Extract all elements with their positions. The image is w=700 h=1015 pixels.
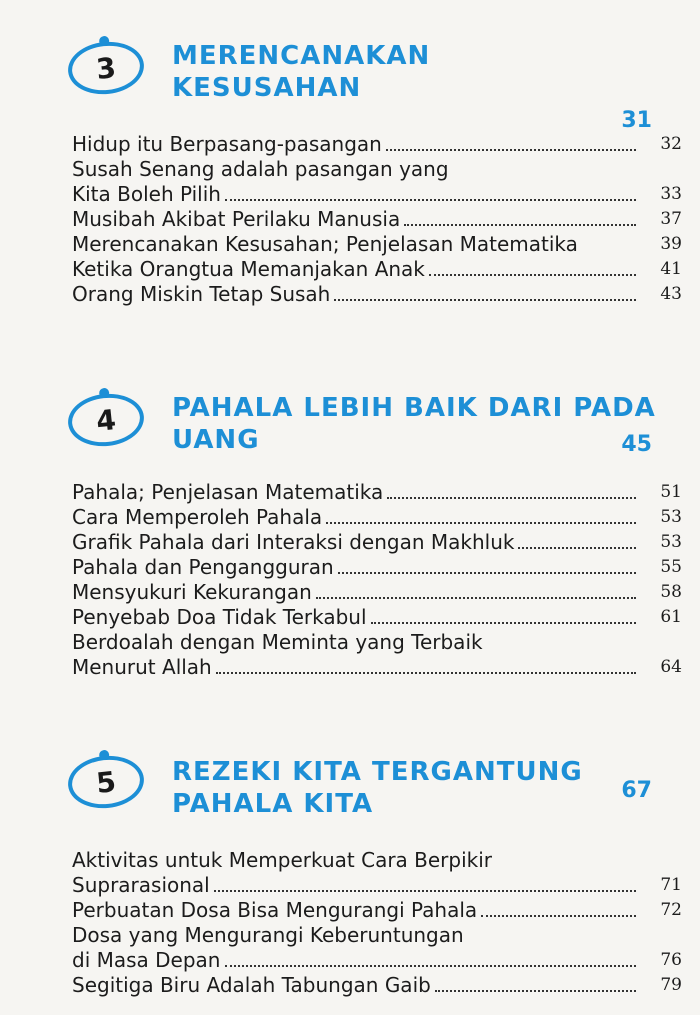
toc-entry[interactable] — [72, 605, 682, 630]
entry-title: Penyebab Doa Tidak Terkabul — [72, 605, 367, 629]
entry-page: 39 — [660, 234, 682, 254]
entry-title-line: Berdoalah dengan Meminta yang Terbaik — [72, 630, 483, 654]
dot-leader — [429, 274, 636, 276]
toc-entry[interactable] — [72, 257, 682, 282]
chapter-4 — [0, 370, 700, 679]
entry-page: 64 — [660, 657, 682, 677]
dot-leader — [387, 497, 636, 499]
entry-title: Hidup itu Berpasang-pasangan — [72, 132, 382, 156]
entry-title: Orang Miskin Tetap Susah — [72, 282, 331, 306]
dot-leader — [386, 149, 636, 151]
entry-page: 72 — [660, 900, 682, 920]
dot-leader — [334, 299, 636, 301]
entry-title-line: Dosa yang Mengurangi Keberuntungan — [72, 923, 464, 947]
chapter-title-line: KESUSAHAN — [172, 73, 362, 103]
entry-page: 53 — [660, 507, 682, 527]
chapter-number: 3 — [94, 50, 118, 86]
chapter-number: 4 — [94, 402, 118, 438]
chapter-page: 45 — [621, 432, 652, 457]
dot-leader — [225, 199, 636, 201]
toc-entry[interactable] — [72, 530, 682, 555]
toc-entries — [72, 132, 682, 307]
entry-page: 41 — [660, 259, 682, 279]
dot-leader — [518, 547, 636, 549]
toc-entry[interactable] — [72, 132, 682, 157]
dot-leader — [371, 622, 636, 624]
entry-page: 32 — [660, 134, 682, 154]
toc-entry[interactable] — [72, 923, 682, 973]
chapter-title-line: UANG — [172, 425, 260, 455]
toc-entry[interactable] — [72, 555, 682, 580]
chapter-header — [0, 742, 700, 852]
toc-entry[interactable] — [72, 207, 682, 232]
entry-page: 71 — [660, 875, 682, 895]
toc-entry[interactable] — [72, 232, 682, 257]
dot-leader — [214, 890, 636, 892]
entry-title: Pahala; Penjelasan Matematika — [72, 480, 384, 504]
chapter-number: 5 — [94, 764, 118, 800]
entry-page: 76 — [660, 950, 682, 970]
toc-entries — [72, 480, 682, 680]
toc-entry[interactable] — [72, 282, 682, 307]
chapter-3 — [0, 20, 700, 306]
chapter-title-line: PAHALA KITA — [172, 789, 374, 819]
entry-title: Segitiga Biru Adalah Tabungan Gaib — [72, 973, 431, 997]
toc-entry[interactable] — [72, 480, 682, 505]
chapter-page: 31 — [621, 108, 652, 133]
dot-leader — [216, 672, 636, 674]
chapter-header — [0, 20, 700, 133]
chapter-title[interactable] — [172, 756, 583, 820]
toc-entry[interactable] — [72, 505, 682, 530]
chapter-page: 67 — [621, 778, 652, 803]
entry-title-line: Suprarasional — [72, 873, 210, 897]
toc-entry[interactable] — [72, 157, 682, 207]
entry-title: Cara Memperoleh Pahala — [72, 505, 323, 529]
entry-title: Ketika Orangtua Memanjakan Anak — [72, 257, 425, 281]
chapter-title-line: MERENCANAKAN — [172, 41, 431, 71]
toc-entry[interactable] — [72, 580, 682, 605]
entry-title: Pahala dan Pengangguran — [72, 555, 334, 579]
entry-title-line: di Masa Depan — [72, 948, 221, 972]
entry-page: 33 — [660, 184, 682, 204]
dot-leader — [326, 522, 636, 524]
toc-entries — [72, 848, 682, 998]
chapter-title[interactable] — [172, 392, 656, 456]
dot-leader — [435, 990, 636, 992]
dot-leader — [338, 572, 636, 574]
chapter-title-line: PAHALA LEBIH BAIK DARI PADA — [172, 393, 656, 423]
entry-title: Perbuatan Dosa Bisa Mengurangi Pahala — [72, 898, 478, 922]
entry-title-line: Aktivitas untuk Memperkuat Cara Berpikir — [72, 848, 493, 872]
chapter-5 — [0, 742, 700, 997]
dot-leader — [225, 965, 637, 967]
entry-page: 37 — [660, 209, 682, 229]
chapter-title[interactable] — [172, 40, 430, 104]
toc-entry[interactable] — [72, 630, 682, 680]
entry-title: Grafik Pahala dari Interaksi dengan Makhluk — [72, 530, 515, 554]
chapter-number-badge — [65, 390, 146, 450]
toc-entry[interactable] — [72, 898, 682, 923]
entry-page: 79 — [660, 975, 682, 995]
entry-title-line: Susah Senang adalah pasangan yang — [72, 157, 449, 181]
entry-page: 61 — [660, 607, 682, 627]
entry-page: 53 — [660, 532, 682, 552]
chapter-title-line: REZEKI KITA TERGANTUNG — [172, 757, 583, 787]
entry-page: 55 — [660, 557, 682, 577]
dot-leader — [316, 597, 636, 599]
entry-title-line: Menurut Allah — [72, 655, 212, 679]
entry-title: Mensyukuri Kekurangan — [72, 580, 312, 604]
chapter-number-badge — [65, 38, 146, 98]
dot-leader — [404, 224, 636, 226]
entry-title: Merencanakan Kesusahan; Penjelasan Matematika — [72, 232, 578, 256]
entry-title-line: Kita Boleh Pilih — [72, 182, 221, 206]
toc-entry[interactable] — [72, 973, 682, 998]
chapter-header — [0, 370, 700, 480]
entry-page: 51 — [660, 482, 682, 502]
toc-entry[interactable] — [72, 848, 682, 898]
dot-leader — [481, 915, 636, 917]
chapter-number-badge — [65, 752, 146, 812]
entry-title: Musibah Akibat Perilaku Manusia — [72, 207, 401, 231]
entry-page: 58 — [660, 582, 682, 602]
entry-page: 43 — [660, 284, 682, 304]
